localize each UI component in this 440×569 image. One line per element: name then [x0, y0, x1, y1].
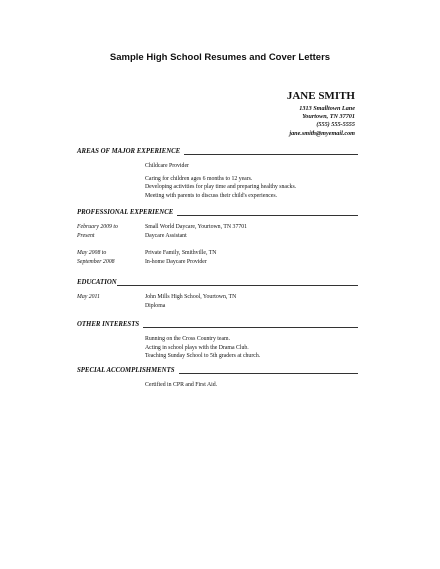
section-areas-of-experience: [77, 148, 358, 200]
list-item: Teaching Sunday School to 5th graders at church.: [145, 353, 261, 359]
section-heading-text: EDUCATION: [77, 279, 117, 286]
date-column: [77, 335, 145, 361]
section-body: [145, 162, 358, 200]
section-heading-text: AREAS OF MAJOR EXPERIENCE: [77, 148, 181, 155]
job-title: Daycare Assistant: [145, 232, 187, 239]
section-row: [77, 381, 358, 390]
section-divider: [177, 215, 358, 216]
section-heading: [77, 367, 358, 375]
job-date-end: Present: [77, 232, 95, 239]
date-column: [77, 162, 145, 200]
school-name: John Mills High School, Yourtown, TN: [145, 294, 237, 300]
job-entry: [77, 223, 358, 240]
employer: Private Family, Smithville, TN: [145, 250, 217, 256]
date-column: [77, 381, 145, 390]
job-entry: [77, 249, 358, 266]
job-dates: [77, 249, 145, 266]
section-divider: [143, 327, 358, 328]
section-heading: [77, 321, 358, 329]
address-line-1: 1313 Smalltown Lane: [299, 105, 355, 112]
accomplishment-item: Certified in CPR and First Aid.: [145, 382, 218, 388]
resume-header: [200, 89, 355, 138]
section-divider: [117, 285, 358, 286]
section-other-interests: [77, 321, 358, 361]
section-heading: [77, 279, 358, 287]
document-title: Sample High School Resumes and Cover Letters: [109, 52, 331, 63]
job-date-end: September 2008: [77, 258, 115, 265]
degree: Diploma: [145, 302, 166, 309]
section-body: [145, 381, 358, 390]
address-line-2: Yourtown, TN 37701: [302, 113, 355, 121]
section-divider: [184, 154, 358, 155]
education-entry: [77, 293, 358, 310]
section-divider: [179, 373, 358, 374]
candidate-name: JANE SMITH: [286, 90, 355, 102]
section-heading-text: OTHER INTERESTS: [77, 321, 140, 328]
education-date: May 2011: [77, 294, 100, 300]
section-heading-text: SPECIAL ACCOMPLISHMENTS: [77, 367, 175, 374]
section-heading: [77, 209, 358, 217]
section-row: [77, 162, 358, 200]
section-heading: [77, 148, 358, 156]
section-special-accomplishments: [77, 367, 358, 390]
list-item: Acting in school plays with the Drama Club.: [145, 344, 249, 351]
list-item: Developing activities for play time and preparing healthy snacks.: [145, 184, 297, 190]
phone-number: (555) 555-5555: [316, 121, 355, 129]
section-education: [77, 279, 358, 310]
job-details: [145, 249, 358, 266]
job-date-start: May 2008 to: [77, 250, 107, 256]
section-professional-experience: [77, 209, 358, 266]
section-row: [77, 335, 358, 361]
employer: Small World Daycare, Yourtown, TN 37701: [145, 224, 248, 230]
section-heading-text: PROFESSIONAL EXPERIENCE: [77, 209, 174, 216]
job-date-start: February 2009 to: [77, 224, 118, 230]
list-item: Caring for children ages 6 months to 12 years.: [145, 175, 253, 182]
experience-title: Childcare Provider: [145, 163, 189, 169]
section-body: [145, 335, 358, 361]
job-dates: [77, 223, 145, 240]
list-item: Running on the Cross Country team.: [145, 336, 231, 342]
job-details: [145, 223, 358, 240]
email-address: jane.smith@myemail.com: [289, 129, 355, 137]
education-details: [145, 293, 358, 310]
list-item: Meeting with parents to discuss their child's experiences.: [145, 192, 278, 199]
job-title: In-home Daycare Provider: [145, 258, 207, 265]
